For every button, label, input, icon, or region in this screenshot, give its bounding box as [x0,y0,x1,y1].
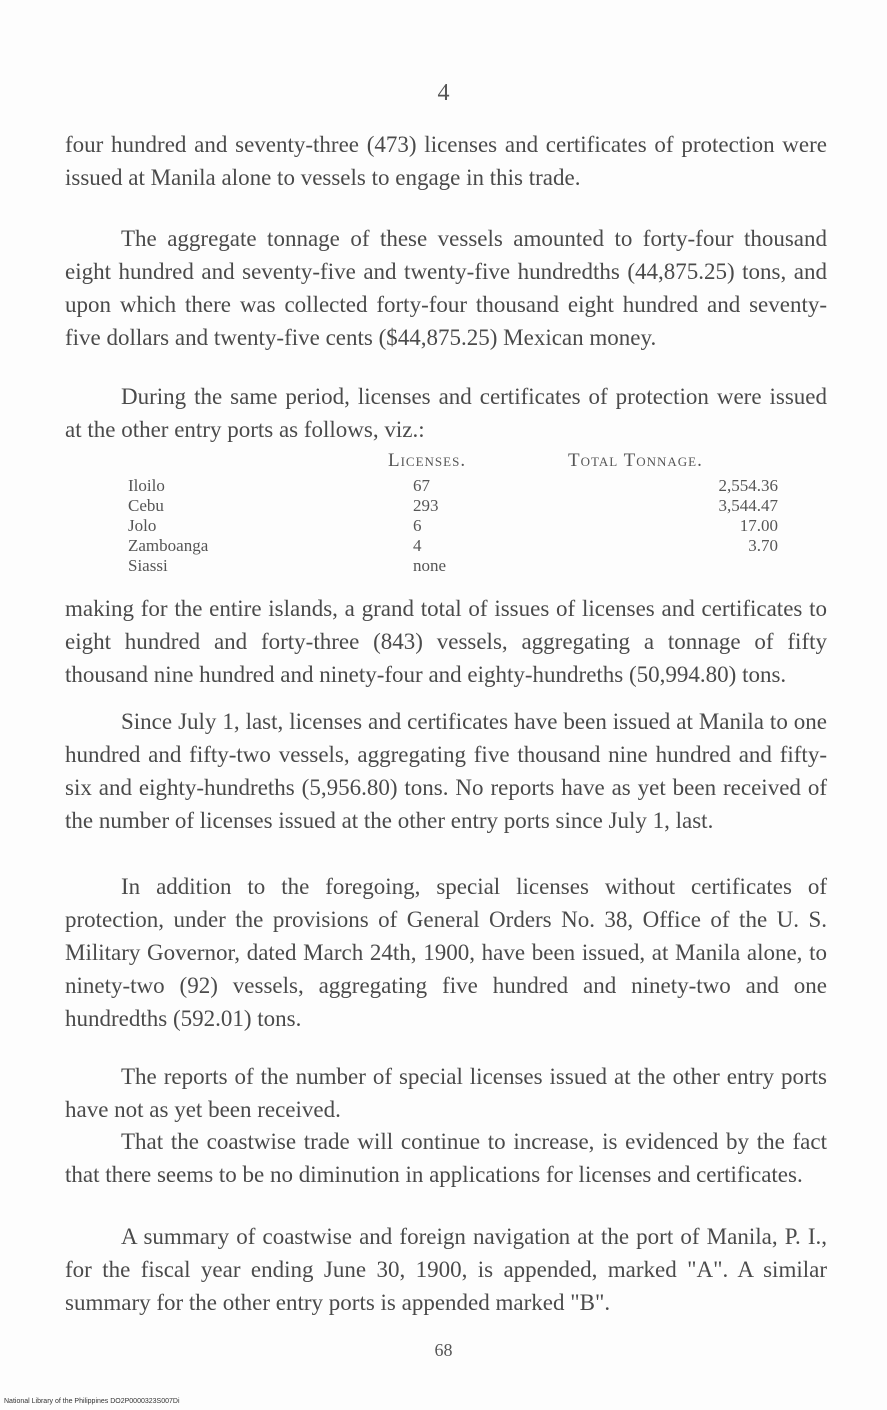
table-row [128,516,778,536]
tonnage-value: 3.70 [748,536,778,555]
paragraph-6: In addition to the foregoing, special licenses without certificates of protection, under the provisions of General Orders No. 38, Office of the U. S. Military Governor, dated March 24th, 1900, have been issued, at Manila alone, to ninety-two (92) vessels, aggregating five hundred and ninety-two and one hundredths (592.01) tons. [65,874,827,1031]
license-count: none [413,556,447,575]
page-number-top: 4 [437,80,450,106]
paragraph-8: That the coastwise trade will continue to increase, is evidenced by the fact that there seems to be no diminution in applications for licenses and certificates. [65,1129,827,1187]
paragraph-1: four hundred and seventy-three (473) licenses and certificates of protection were issued at Manila alone to vessels to engage in this trade. [65,132,827,190]
paragraph-3: During the same period, licenses and certificates of protection were issued at the other entry ports as follows, viz.: [65,384,827,442]
library-footer: National Library of the Philippines DO2P0000323S007Di [4,1398,180,1405]
license-count: 4 [413,536,422,555]
header-licenses: Licenses. [388,450,467,471]
paragraph-4: making for the entire islands, a grand total of issues of licenses and certificates to eight hundred and forty-three (843) vessels, aggregating a tonnage of fifty thousand nine hundred and ninety-four and eighty-hundreths (50,994.80) tons. [65,596,827,687]
paragraph-5: Since July 1, last, licenses and certificates have been issued at Manila to one hundred and fifty-two vessels, aggregating five thousand nine hundred and fifty-six and eighty-hundreths (5,956.80) tons. No reports have as yet been received of the number of licenses issued at the other entry ports since July 1, last. [65,709,827,833]
paragraph-9: A summary of coastwise and foreign navigation at the port of Manila, P. I., for the fiscal year ending June 30, 1900, is appended, marked "A". A similar summary for the other entry ports is appended marked "B". [65,1224,827,1315]
port-name: Cebu [128,496,164,515]
table-row [128,536,778,556]
licenses-table [128,450,778,576]
table-row [128,496,778,516]
port-name: Jolo [128,516,157,535]
license-count: 67 [413,476,430,495]
port-name: Siassi [128,556,168,575]
tonnage-value: 2,554.36 [718,476,778,495]
license-count: 293 [413,496,439,515]
paragraph-2: The aggregate tonnage of these vessels amounted to forty-four thousand eight hundred and seventy-five and twenty-five hundredths (44,875.25) tons, and upon which there was collected forty-four thousand eight hundred and seventy-five dollars and twenty-five cents ($44,875.25) Mexican money. [65,226,827,350]
header-tonnage: Total Tonnage. [568,450,703,471]
license-count: 6 [413,516,422,535]
paragraph-7: The reports of the number of special licenses issued at the other entry ports have not as yet been received. [65,1064,827,1122]
tonnage-value: 3,544.47 [718,496,778,515]
table-row [128,556,778,576]
page-number-bottom: 68 [434,1340,453,1360]
tonnage-value: 17.00 [739,516,778,535]
table-header [128,450,778,476]
port-name: Iloilo [128,476,165,495]
port-name: Zamboanga [128,536,209,555]
table-row [128,476,778,496]
